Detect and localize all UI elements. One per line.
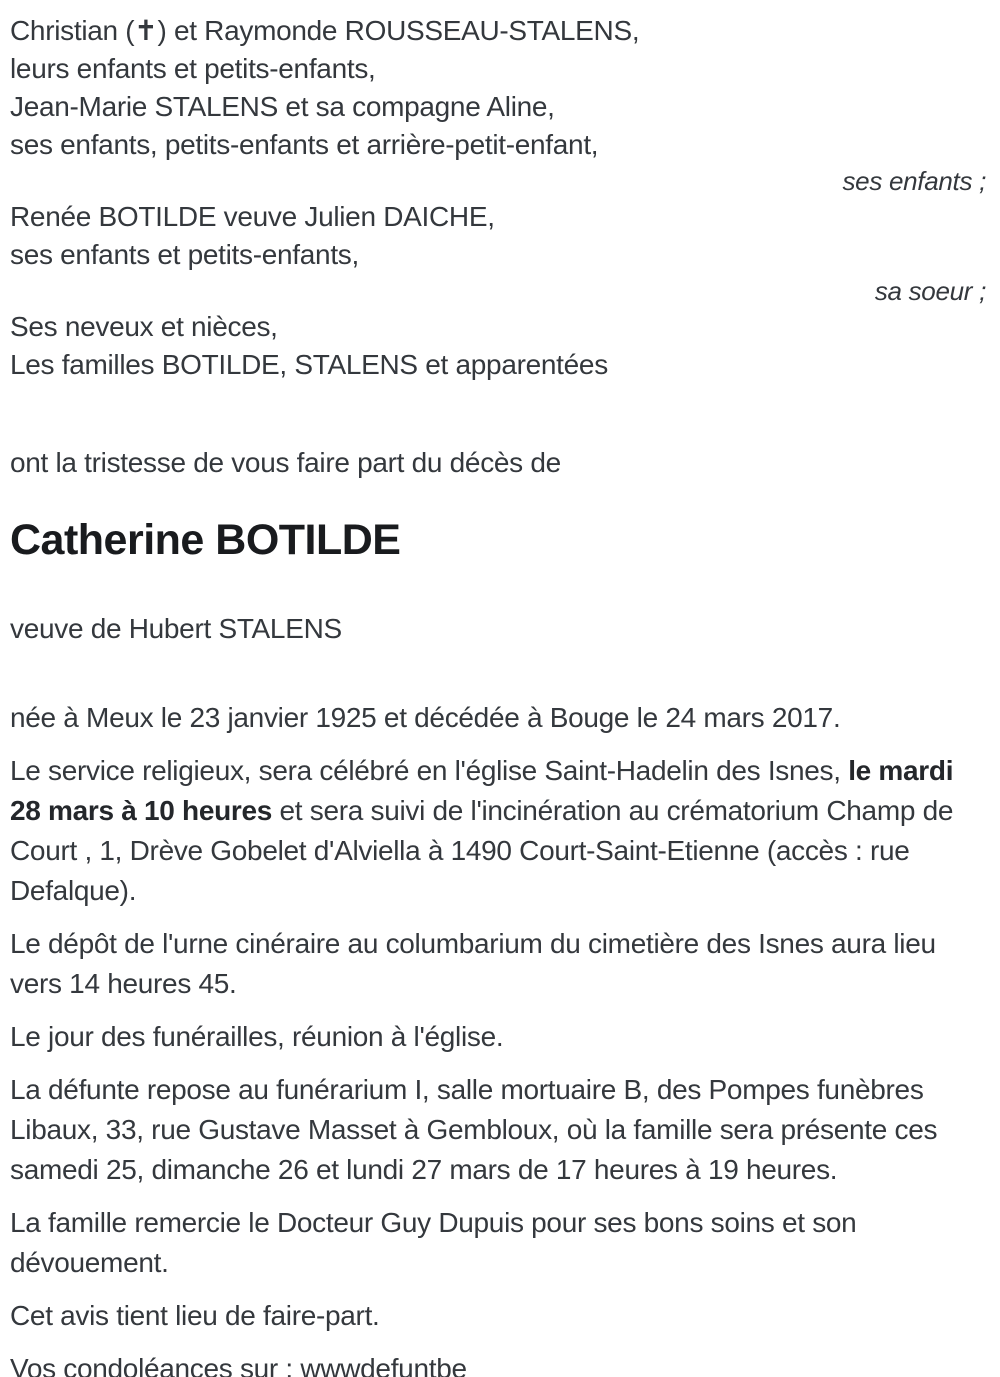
family-group-3 (10, 308, 988, 384)
deceased-name: Catherine BOTILDE (10, 516, 401, 564)
family-group-1 (10, 12, 988, 198)
condolences-line: Vos condoléances sur : wwwdefuntbe (10, 1353, 467, 1377)
family-line: Ses neveux et nièces, (10, 311, 278, 342)
service-paragraph (10, 751, 988, 911)
family-line: Les familles BOTILDE, STALENS et apparentées (10, 349, 608, 380)
family-line: Renée BOTILDE veuve Julien DAICHE, (10, 201, 495, 232)
service-date-bold: le mardi 28 mars à 10 heures (10, 755, 954, 826)
thanks-paragraph: La famille remercie le Docteur Guy Dupuis pour ses bons soins et son dévouement. (10, 1207, 857, 1278)
family-line: Jean-Marie STALENS et sa compagne Aline, (10, 91, 555, 122)
urn-paragraph: Le dépôt de l'urne cinéraire au columbarium du cimetière des Isnes aura lieu vers 14 heures 45. (10, 928, 936, 999)
family-line: leurs enfants et petits-enfants, (10, 53, 376, 84)
spouse-line: veuve de Hubert STALENS (10, 613, 342, 644)
birth-death-line: née à Meux le 23 janvier 1925 et décédée à Bouge le 24 mars 2017. (10, 702, 841, 733)
announcement-line: ont la tristesse de vous faire part du décès de (10, 447, 561, 478)
family-line: ses enfants et petits-enfants, (10, 239, 359, 270)
family-line: Christian (✝) et Raymonde ROUSSEAU-STALENS, (10, 15, 640, 46)
relation-label-sister: sa soeur ; (874, 276, 986, 306)
service-text-pre: Le service religieux, sera célébré en l'église Saint-Hadelin des Isnes, (10, 755, 849, 786)
legal-line: Cet avis tient lieu de faire-part. (10, 1300, 380, 1331)
family-group-2 (10, 198, 988, 308)
funeral-day-paragraph: Le jour des funérailles, réunion à l'église. (10, 1021, 504, 1052)
family-line: ses enfants, petits-enfants et arrière-petit-enfant, (10, 129, 599, 160)
repose-paragraph: La défunte repose au funérarium I, salle mortuaire B, des Pompes funèbres Libaux, 33, rue Gustave Masset à Gembloux, où la famille sera présente ces samedi 25, dimanche 26 et lundi 27 mars de 17 heures à 19 heures. (10, 1074, 938, 1185)
service-text-post: et sera suivi de l'incinération au crématorium Champ de Court , 1, Drève Gobelet d'Alviella à 1490 Court-Saint-Etienne (accès : rue Defalque). (10, 795, 954, 906)
relation-label-children: ses enfants ; (842, 166, 986, 196)
